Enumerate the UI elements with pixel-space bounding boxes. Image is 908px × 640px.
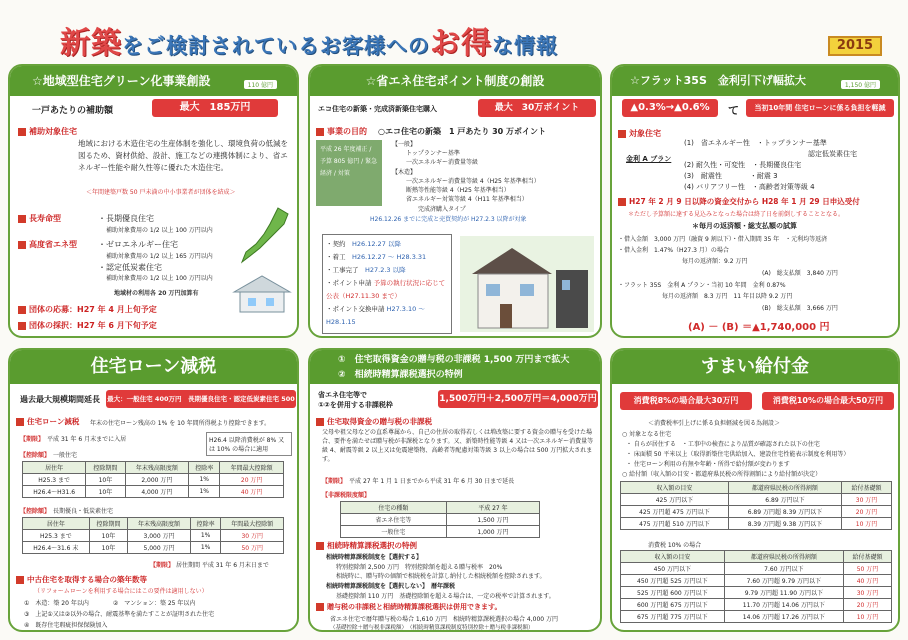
loan-s1-body: 年末の住宅ローン残高の 1% を 10 年間所得税より控除できます。 <box>90 420 271 427</box>
s3-extra: 地域材の利用各 20 万円加算有 <box>114 290 199 297</box>
s1-label: 補助対象住宅 <box>18 126 77 137</box>
loan-s2-1: ① 木造：築 20 年以内 ② マンション：築 25 年以内 <box>24 600 196 607</box>
gift-table-label: 【非課税限度額】 <box>322 492 371 499</box>
title-shinchiku: 新築 <box>60 26 122 61</box>
loan-t2-label: 【控除額】 長期優良・低炭素住宅 <box>20 508 114 515</box>
s3-label: 高度省エネ型 <box>18 239 77 250</box>
gift-s1-body: 父母や祖父母などの直系尊属から、自己の住居の取得若しくは増改築に要する資金の贈与を受けた場合、要件を満たせば贈与税が非課税となります。又、新築時性能等級 4 又は一次エネルギー消費量等級 4、耐震等級 2 以上又は免震建築物、高齢者等配慮対策等級 3 以上の場合は 500 万円拡大されます。 <box>322 429 594 463</box>
loan-s2-3: ④ 既存住宅瑕疵担保保険加入 <box>24 622 108 629</box>
benefit-d1: ○ 対象となる住宅 <box>622 431 672 438</box>
gift-s2-b: 相続時精算課税制度を【選択しない】 暦年課税 <box>326 583 456 590</box>
gift-table: 住宅の種類 平成 27 年 省エネ住宅等 1,500 万円 一般住宅 1,000 万円 <box>340 501 540 538</box>
title-end: な情報 <box>492 34 558 58</box>
gift-title2: ② 相続時精算課税選択の特例 <box>338 370 463 380</box>
s1-body: 地域における木造住宅の生産体制を強化し、環境負荷の低減を図るため、資材供給、設計、施工などの連携体制により、省エネルギー性能や耐久性等に優れた木造住宅。 <box>78 139 288 172</box>
loan-s1-label: 住宅ローン減税 <box>16 416 79 427</box>
f-s2: H27 年 2 月 9 日以降の資金交付から H28 年 1 月 29 日申込受付 <box>618 196 860 207</box>
f-c5: ・フラット 35S 金利 A プラン・当初 10 年間 金利 0.87% <box>618 282 786 289</box>
s1-note: ＜年間建築戸数 50 戸未満の中小事業者が団体を結成＞ <box>86 189 236 196</box>
s3-item1: ・ゼロエネルギー住宅 <box>98 240 178 249</box>
eco-g1: 【一般】 <box>392 141 417 148</box>
f-plan: 金利 A プラン <box>626 155 672 163</box>
s5-label: 団体の採択：H27 年 6 月下旬予定 <box>18 320 157 331</box>
f-c-head: ＊毎月の返済額・総支払額の試算 <box>692 222 797 230</box>
panel-title: ☆地域型住宅グリーン化事業創設 <box>10 66 297 96</box>
benefit-10: 消費税10%の場合最大50万円 <box>762 392 894 410</box>
page-title <box>60 18 558 62</box>
panel-title: ☆フラット35S 金利引下げ幅拡大 <box>612 66 898 96</box>
gift-s2-a: 相続時精算課税制度を【選択する】 <box>326 554 423 561</box>
f-s1-label: 対象住宅 <box>618 128 661 139</box>
gift-s3-1: 省エネ住宅で暦年贈与税の場合 1,610 万円 相続時精算課税選択の場合 4,000 万円 <box>330 616 558 623</box>
s3-detail2: 補助対象費用の 1/2 以上 100 万円以内 <box>106 275 213 282</box>
subsidy-label: 一戸あたりの補助額 <box>32 106 114 116</box>
loan-table-general: 居住年 控除期間 年末残高限度額 控除率 年間最大控除額 H25.3 まで 10年 2,000 万円 1% 20 万円 H26.4〜H31.6 10年 4,000 万円 1% 40 万円 <box>22 461 284 498</box>
s3-detail1: 補助対象費用の 1/2 以上 165 万円以内 <box>106 253 213 260</box>
s4-label: 団体の応募：H27 年 4 月上旬予定 <box>18 304 157 315</box>
flat35-budget: 1,150 億円 <box>841 80 880 89</box>
loan-s2-2: ③ 上記①又は②以外の場合、耐震基準を満たすことが証明された住宅 <box>24 611 215 618</box>
house-photo <box>460 236 594 332</box>
budget-badge: 110 億円 <box>244 80 277 89</box>
panel-loan-tax <box>8 348 299 632</box>
rate-particle: て <box>728 104 739 117</box>
s3-item2: ・認定低炭素住宅 <box>98 263 162 272</box>
gift-period: 【期限】 平成 27 年 1 月 1 日までから平成 31 年 6 月 30 日まで延長 <box>322 478 515 485</box>
f-i1: (1) 省エネルギー性 ・トップランナー基準 <box>684 139 827 147</box>
eco-g2a: 一次エネルギー消費量等級 4（H25 年基準相当） <box>406 178 540 185</box>
benefit-table-10: 収入額の目安 都道府県民税の所得割額 給付基礎額 450 万円以下 7.60 万円以下 50 万円 450 万円超 525 万円以下 7.60 万円超 9.79 万円以下 40 万円 525 万円超 600 万円以下 9.79 万円超 11.90 万円以下 30 万円 600 万円超 675 万円以下 11.70 万円超 14.06 万円以下 20 万円 675 万円超 775 万円以下 14.06 万円超 17.26 万円以下 10 万円 <box>620 550 892 623</box>
eco-g2c: 省エネルギー対策等級 4（H11 年基準相当） <box>406 196 528 203</box>
eco-g3-note: H26.12.26 までに完成と売買契約が H27.2.3 以降が対象 <box>370 216 527 223</box>
benefit-table-8: 収入額の目安 都道府県民税の所得割額 給付基礎額 425 万円以下 6.89 万円以下 30 万円 425 万円超 475 万円以下 6.89 万円超 8.39 万円以下 20 万円 475 万円超 510 万円以下 8.39 万円超 9.38 万円以下 10 万円 <box>620 481 892 530</box>
eco-g2: 【木造】 <box>392 169 417 176</box>
benefit-head: ＜消費税率引上げに係る負担軽減を図る為創設＞ <box>648 420 781 427</box>
title-otoku: お得 <box>430 26 492 61</box>
f-i3: (3) 耐震性 ・耐震 3 <box>684 172 778 180</box>
f-result: (A) － (B) ＝▲1,740,000 円 <box>688 322 830 333</box>
eco-g3: 完成済購入タイプ <box>418 206 466 213</box>
loan-sub-label: 過去最大規模期間延長 <box>20 395 100 404</box>
f-c1: ・借入金額 3,000 万円（融資 9 割以下）・借入期間 35 年 ・元利均等返済 <box>618 236 828 243</box>
f-i1b: 認定低炭素住宅 <box>808 150 857 158</box>
eco-g1b: 一次エネルギー消費量等級 <box>406 159 479 166</box>
f-c6: 毎月の返済額 8.3 万円 11 年目以降 9.2 万円 <box>662 293 793 300</box>
s2-label: 長寿命型 <box>18 213 61 224</box>
title-middle: をご検討されているお客様への <box>122 34 430 58</box>
eco-sub-value: 最大 30万ポイント <box>478 99 596 117</box>
f-c2: ・借入金利 1.47%（H27.3 月）の場合 <box>618 247 729 254</box>
gift-title1: ① 住宅取得資金の贈与税の非課税 1,500 万円まで拡大 <box>338 355 570 365</box>
benefit-d4: ・ 住宅ローン利用の有無や年齢・所得で給付額が変わります <box>626 461 790 468</box>
panel-flat35 <box>610 64 900 338</box>
gift-s2-b1: 基礎控除額 110 万円 基礎控除額を超える場合は、一定の税率で計算されます。 <box>336 593 555 600</box>
japan-map-illustration <box>238 206 294 266</box>
panel-title: すまい給付金 <box>612 350 898 384</box>
eco-sub-label: エコ住宅の新築・完成済新築住宅購入 <box>318 105 437 113</box>
eco-g1a: トップランナー基準 <box>406 150 460 157</box>
f-i4: (4) バリアフリー性 ・高齢者対策等級 4 <box>684 183 815 191</box>
year-badge: 2015 <box>828 36 882 56</box>
gift-s3-label: 贈与税の非課税と相続時精算課税選択は併用できます。 <box>316 602 501 612</box>
f-s2-note: ＊ただし予算額に達する見込みとなった場合は終了日を前倒しすることとなる。 <box>628 211 845 218</box>
panel-title: ☆省エネ住宅ポイント制度の創設 <box>310 66 600 96</box>
gift-s2-label: 相続時精算課税選択の特例 <box>316 540 417 551</box>
panel-green-housing <box>8 64 299 338</box>
house-illustration <box>230 272 294 314</box>
benefit-d2: ・ 自らが居住する ・工事中の検査により品質が確認された以下の住宅 <box>626 441 820 448</box>
loan-s2-label: 中古住宅を取得する場合の築年数等 <box>16 574 147 585</box>
f-c4: (A) 総支払額 3,840 万円 <box>762 270 838 277</box>
s2-item: ・長期優良住宅 <box>98 214 154 223</box>
eco-g2b: 断熱等性能等級 4（H25 年基準相当） <box>406 187 510 194</box>
loan-t1-label: 【控除額】 一般住宅 <box>20 452 78 459</box>
gift-s2-a2: 相続時に、贈与時の価額で相続税を計算し納付した相続税額を控除されます。 <box>336 573 546 580</box>
f-c3: 毎月の返済額：9.2 万円 <box>682 258 748 265</box>
panel-title <box>310 350 600 384</box>
loan-s2-note: （リフォームローンを利用する場合にはこの要件は適用しない） <box>34 588 208 595</box>
gift-s2-a1: 特別控除額 2,500 万円 特別控除額を超える贈与税率 20% <box>336 564 503 571</box>
panel-title: 住宅ローン減税 <box>10 350 297 384</box>
eco-timeline: ・契約 H26.12.27 以降 ・着工 H26.12.27 〜 H28.3.31 ・工事完了 H27.2.3 以降 ・ポイント申請 予算の執行状況に応じて公表（H27.11.30 まで） ・ポイント交換申請 H27.3.10 〜 H28.1.15 <box>322 234 452 334</box>
loan-sub-value: 最大：一般住宅 400万円 長期優良住宅・認定低炭素住宅 500万円 <box>106 390 296 408</box>
panel-eco-points <box>308 64 602 338</box>
subsidy-value: 最大 185万円 <box>152 99 278 117</box>
eco-photo-panel: 平成 26 年度補正 / 予算 805 億円 / 緊急経済 / 対策 <box>316 140 382 206</box>
rate-change: ▲0.3%→▲0.6% <box>622 99 718 117</box>
eco-s1-head: ○エコ住宅の新築 1 戸あたり 30 万ポイント <box>378 127 547 136</box>
gift-formula: 1,500万円＋2,500万円＝4,000万円 <box>438 390 598 408</box>
benefit-8: 消費税8%の場合最大30万円 <box>620 392 752 410</box>
benefit-d5: ○ 給付額（収入額の目安・都道府県民税の所得割額により給付額が決定） <box>622 471 822 478</box>
gift-s1-label: 住宅取得資金の贈与税の非課税 <box>316 416 432 427</box>
eco-s1-label: 事業の目的 <box>316 126 367 137</box>
benefit-rate10: 消費税 10% の場合 <box>648 542 702 549</box>
panel-benefit <box>610 348 900 632</box>
loan-period: 【期限】 平成 31 年 6 月末までに入居 <box>20 436 127 443</box>
loan-period2: 【期限】 居住期間 平成 31 年 6 月末日まで <box>150 562 269 569</box>
rate-desc: 当初10年間 住宅ローンに係る負担を軽減 <box>746 99 894 117</box>
s2-detail: 補助対象費用の 1/2 以上 100 万円以内 <box>106 227 213 234</box>
f-c7: (B) 総支払額 3,666 万円 <box>762 305 838 312</box>
gift-s3-2: （基礎控除＋贈与税非課税額） （相続時精算課税制度特別控除＋贈与税非課税額） <box>330 625 534 631</box>
loan-table-long: 居住年 控除期間 年末残高限度額 控除率 年間最大控除額 H25.3 まで 10年 3,000 万円 1% 30 万円 H26.4〜31.6 末 10年 5,000 万円 1% 50 万円 <box>22 517 284 554</box>
loan-note: H26.4 以降消費税が 8% 又は 10% の場合に適用 <box>206 432 292 456</box>
gift-side: 省エネ住宅等で ①②を併用する非課税枠 <box>318 391 393 409</box>
f-i2: (2) 耐久性・可変性 ・長期優良住宅 <box>684 161 802 169</box>
panel-gift-tax <box>308 348 602 632</box>
benefit-d3: ・ 床面積 50 平米以上（取得新築住宅供給加入、建設住宅性能表示制度を利用等） <box>626 451 850 458</box>
